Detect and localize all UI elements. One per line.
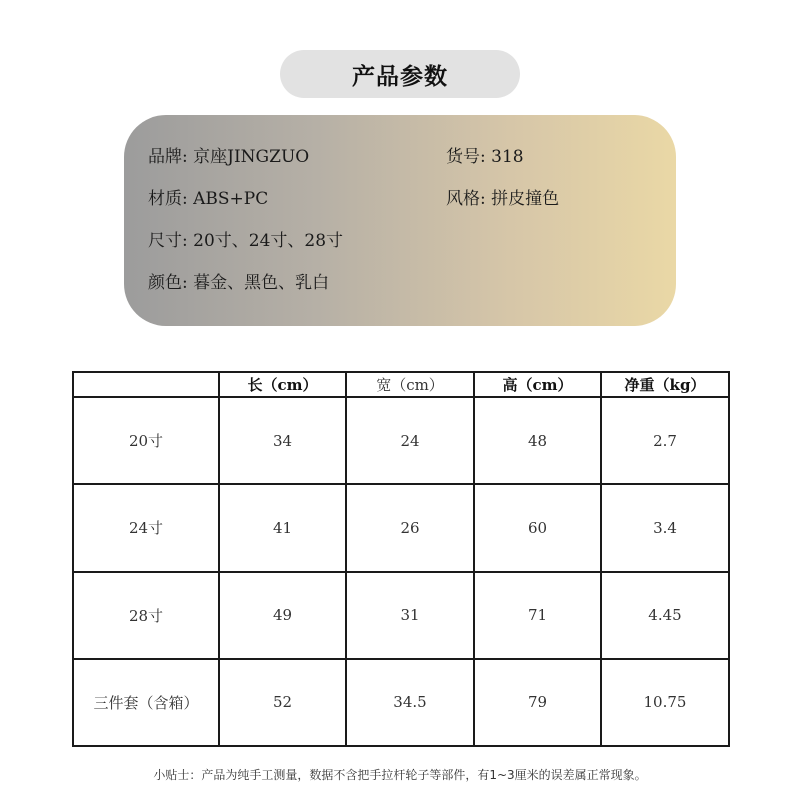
table-cell: 10.75 bbox=[601, 659, 729, 746]
table-cell: 48 bbox=[474, 397, 601, 484]
table-cell: 34 bbox=[219, 397, 346, 484]
spec-style-label: 风格: bbox=[446, 189, 486, 209]
table-row bbox=[73, 572, 729, 659]
table-cell: 4.45 bbox=[601, 572, 729, 659]
spec-material-value: ABS+PC bbox=[193, 189, 269, 209]
page-title: 产品参数 bbox=[280, 50, 520, 98]
table-cell: 34.5 bbox=[346, 659, 474, 746]
table-header-row bbox=[73, 372, 729, 397]
table-cell: 2.7 bbox=[601, 397, 729, 484]
spec-material bbox=[148, 184, 268, 209]
table-cell: 28寸 bbox=[73, 572, 219, 659]
table-cell: 41 bbox=[219, 484, 346, 571]
table-row bbox=[73, 484, 729, 571]
table-cell: 49 bbox=[219, 572, 346, 659]
spec-color bbox=[148, 268, 329, 293]
spec-style-value: 拼皮撞色 bbox=[491, 189, 560, 209]
spec-sku-value: 318 bbox=[491, 147, 524, 167]
spec-material-label: 材质: bbox=[148, 189, 188, 209]
spec-size-value: 20寸、24寸、28寸 bbox=[193, 231, 344, 251]
table-cell: 60 bbox=[474, 484, 601, 571]
spec-card bbox=[124, 115, 676, 326]
table-cell: 71 bbox=[474, 572, 601, 659]
table-cell: 79 bbox=[474, 659, 601, 746]
table-header-cell: 高（cm） bbox=[474, 372, 601, 397]
spec-color-label: 颜色: bbox=[148, 273, 188, 293]
table-cell: 26 bbox=[346, 484, 474, 571]
spec-sku bbox=[446, 142, 524, 167]
table-row bbox=[73, 397, 729, 484]
table-row bbox=[73, 659, 729, 746]
spec-brand-value: 京座JINGZUO bbox=[193, 147, 310, 167]
table-cell: 3.4 bbox=[601, 484, 729, 571]
table-cell: 31 bbox=[346, 572, 474, 659]
spec-color-value: 暮金、黑色、乳白 bbox=[193, 273, 330, 293]
spec-brand bbox=[148, 142, 309, 167]
size-table bbox=[72, 371, 730, 747]
spec-size-label: 尺寸: bbox=[148, 231, 188, 251]
spec-brand-label: 品牌: bbox=[148, 147, 188, 167]
table-header-cell: 净重（kg） bbox=[601, 372, 729, 397]
table-cell: 20寸 bbox=[73, 397, 219, 484]
table-cell: 52 bbox=[219, 659, 346, 746]
table-header-cell: 长（cm） bbox=[219, 372, 346, 397]
spec-style bbox=[446, 184, 559, 209]
table-cell: 24 bbox=[346, 397, 474, 484]
table-cell: 24寸 bbox=[73, 484, 219, 571]
spec-size bbox=[148, 226, 343, 251]
table-header-cell bbox=[73, 372, 219, 397]
spec-sku-label: 货号: bbox=[446, 147, 486, 167]
footnote: 小贴士：产品为纯手工测量，数据不含把手拉杆轮子等部件，有1~3厘米的误差属正常现象。 bbox=[153, 768, 647, 782]
table-cell: 三件套（含箱） bbox=[73, 659, 219, 746]
table-header-cell: 宽（cm） bbox=[346, 372, 474, 397]
